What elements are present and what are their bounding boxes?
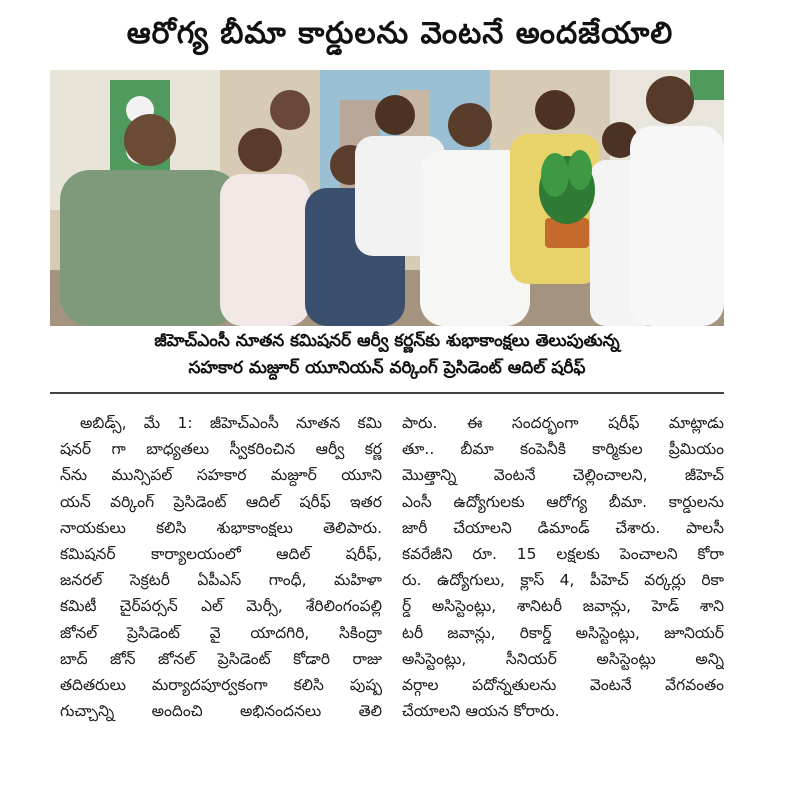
article-line: వర్గాల పదోన్నతులను వెంటనే వేగవంతం (402, 676, 724, 695)
article-line: మొత్తాన్ని వెంటనే చెల్లించాలని, జీహెచ్ (402, 466, 724, 485)
article-column-left (60, 410, 382, 724)
article-line: యన్ వర్కింగ్ ప్రెసిడెంట్ ఆదిల్ షరీఫ్ ఇతర (60, 492, 382, 511)
article-line: జనరల్ సెక్రటరీ ఏపీఎస్ గాంధీ, మహిళా (60, 571, 382, 590)
group-photo-illustration (50, 70, 724, 326)
article-line: న్‌ను మున్సిపల్ సహకార మజ్దూర్ యూని (60, 466, 382, 485)
article-line: కమిషనర్ కార్యాలయంలో ఆదిల్ షరీఫ్, (60, 545, 382, 564)
news-photo (50, 70, 724, 326)
article-line: కమిటీ చైర్‌పర్సన్ ఎల్ మెర్సీ, శేరిలింగంపల్లి (60, 597, 382, 616)
article-column-right (402, 410, 724, 724)
article-line: పారు. ఈ సందర్భంగా షరీఫ్ మాట్లాడు (402, 414, 724, 432)
headline: ఆరోగ్య బీమా కార్డులను వెంటనే అందజేయాలి (126, 16, 674, 51)
article-line: గుచ్చాన్ని అందించి అభినందనలు తెలి (60, 702, 382, 721)
article-line: తదితరులు మర్యాదపూర్వకంగా కలిసి పుష్ప (60, 676, 382, 695)
potted-plant (539, 150, 595, 248)
article-line: నాయకులు కలిసి శుభాకాంక్షలు తెలిపారు. (60, 518, 382, 537)
article-line: జోనల్ ప్రెసిడెంట్ వై యాదగిరి, సికింద్రా (60, 623, 382, 642)
article-line: అబిడ్స్, మే 1: జీహెచ్ఎంసీ నూతన కమి (80, 414, 382, 432)
article-line: చేయాలని ఆయన కోరారు. (402, 702, 560, 721)
photo-caption (50, 328, 724, 382)
article-line: టరీ జవాన్లు, రికార్డ్ అసిస్టెంట్లు, జూనియర్ (402, 623, 724, 642)
article-line: అసిస్టెంట్లు, సీనియర్ అసిస్టెంట్లు అన్ని (402, 649, 724, 668)
article-line: ఎంసీ ఉద్యోగులకు ఆరోగ్య బీమా. కార్డులను (402, 492, 724, 511)
article-line: జారీ చేయాలని డిమాండ్ చేశారు. పాలసీ (402, 518, 724, 537)
caption-divider (50, 392, 724, 394)
article-line: రు. ఉద్యోగులు, క్లాస్ 4, పీహెచ్ వర్కర్లు రికా (402, 571, 724, 590)
article-line: షనర్ గా బాధ్యతలు స్వీకరించిన ఆర్వీ కర్ణ (60, 440, 382, 459)
article-line: బాద్ జోన్ జోనల్ ప్రెసిడెంట్ కోడారి రాజు (60, 649, 382, 668)
article-line: తూ.. బీమా కంపెనీకి కార్మికుల ప్రీమియం (402, 440, 724, 459)
article-line: కవరేజీని రూ. 15 లక్షలకు పెంచాలని కోరా (402, 545, 724, 564)
article-line: ర్డ్ అసిస్టెంట్లు, శానిటరీ జవాన్లు, హెడ్ శాని (402, 597, 724, 616)
caption-line-1: జీహెచ్ఎంసీ నూతన కమిషనర్ ఆర్వీ కర్ణన్‌కు శుభాకాంక్షలు తెలుపుతున్న (154, 331, 620, 351)
caption-line-2: సహకార మజ్దూర్ యూనియన్ వర్కింగ్ ప్రెసిడెంట్ ఆదిల్ షరీఫ్ (188, 358, 586, 378)
